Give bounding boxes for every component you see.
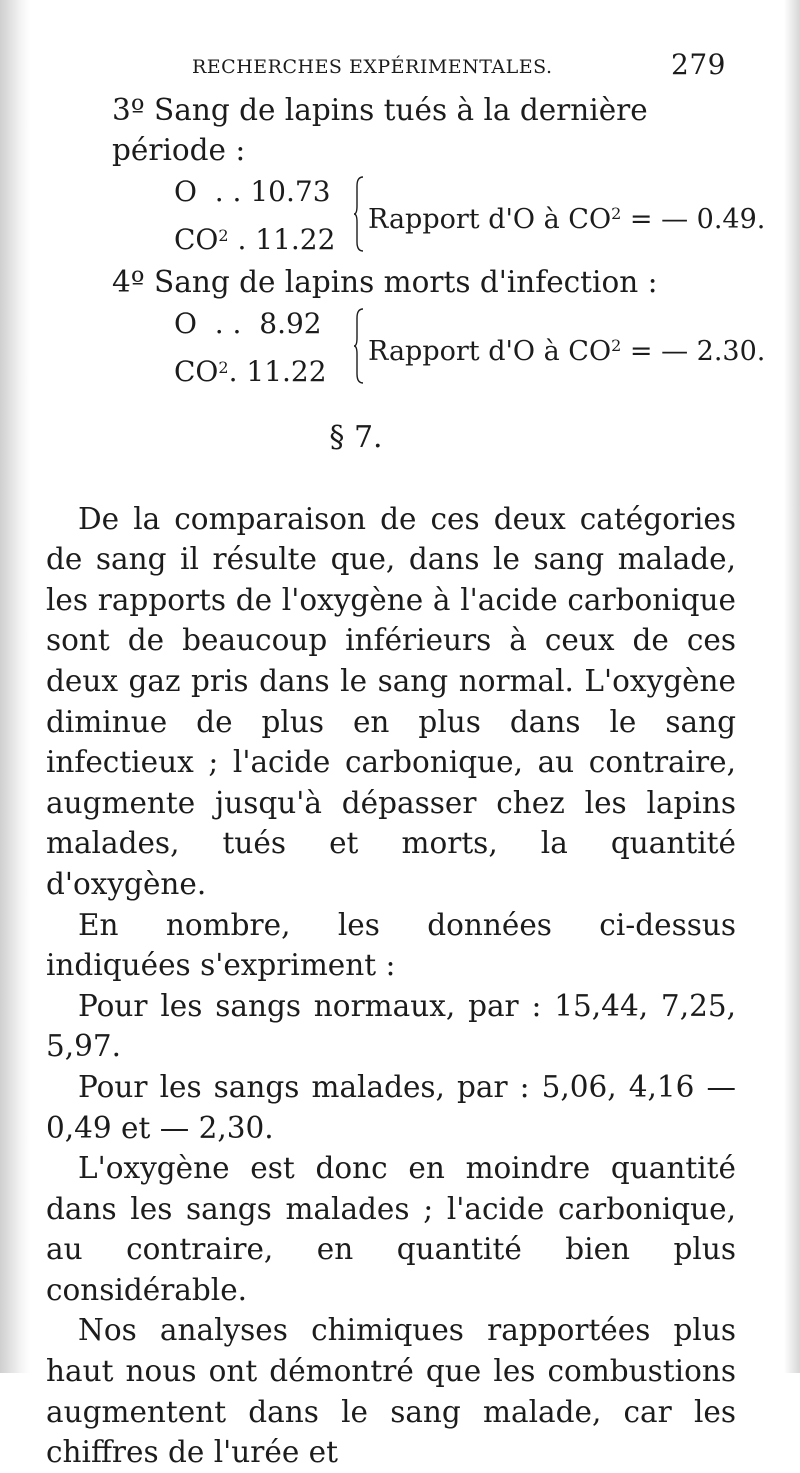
book-page [46,44,766,1473]
section-heading: § 7. [329,420,383,455]
running-title: RECHERCHES EXPÉRIMENTALES. [192,56,553,78]
page-body [46,90,766,1473]
section-3-data [174,170,766,262]
paragraph-numbers-intro: En nombre, les données ci-dessus indiquées s'expriment : [46,907,736,983]
page-header [46,44,736,90]
section-4-data [174,302,766,394]
oxygen-co2-ratio: Rapport d'O à $CO^2$ = — 0.49. [368,204,766,235]
brace-icon [354,308,364,384]
page-number: 279 [671,48,726,81]
section-4-title: 4º Sang de lapins morts d'infection : [112,265,658,299]
co2-row: $CO^2$. 11.22 [174,355,327,388]
oxygen-row: O . . 10.73 [174,175,331,208]
oxygen-row: O . . 8.92 [174,307,322,340]
co2-row: $CO^2$ . 11.22 [174,223,336,256]
brace-icon [354,176,364,252]
section-3-title: 3º Sang de lapins tués à la dernière période : [112,93,648,167]
paragraph-comparison: De la comparaison de ces deux catégories de sang il résulte que, dans le sang malade, les rapports de l'oxygène à l'acide carbonique sont de beaucoup inférieurs à ceux de ces deux gaz pris dans le sang normal. L'oxygène diminue de plus en plus dans le sang infectieux ; l'acide carbonique, au contraire, augmente jusqu'à dépasser chez les lapins malades, tués et morts, la quantité d'oxygène. [46,501,736,901]
paragraph-chemical-analyses: Nos analyses chimiques rapportées plus haut nous ont démontré que les combustions augmentent dans le sang malade, car les chiffres de l'urée et [46,1313,736,1470]
paragraph-oxygen-conclusion: L'oxygène est donc en moindre quantité dans les sangs malades ; l'acide carbonique, au contraire, en quantité bien plus considérable. [46,1151,736,1307]
paragraph-normal-blood: Pour les sangs normaux, par : 15,44, 7,25, 5,97. [46,988,736,1064]
scan-margin-right [784,0,800,1373]
scan-margin-left [0,0,30,1373]
paragraph-diseased-blood: Pour les sangs malades, par : 5,06, 4,16 — 0,49 et — 2,30. [46,1069,736,1145]
oxygen-co2-ratio: Rapport d'O à $CO^2$ = — 2.30. [368,336,766,367]
